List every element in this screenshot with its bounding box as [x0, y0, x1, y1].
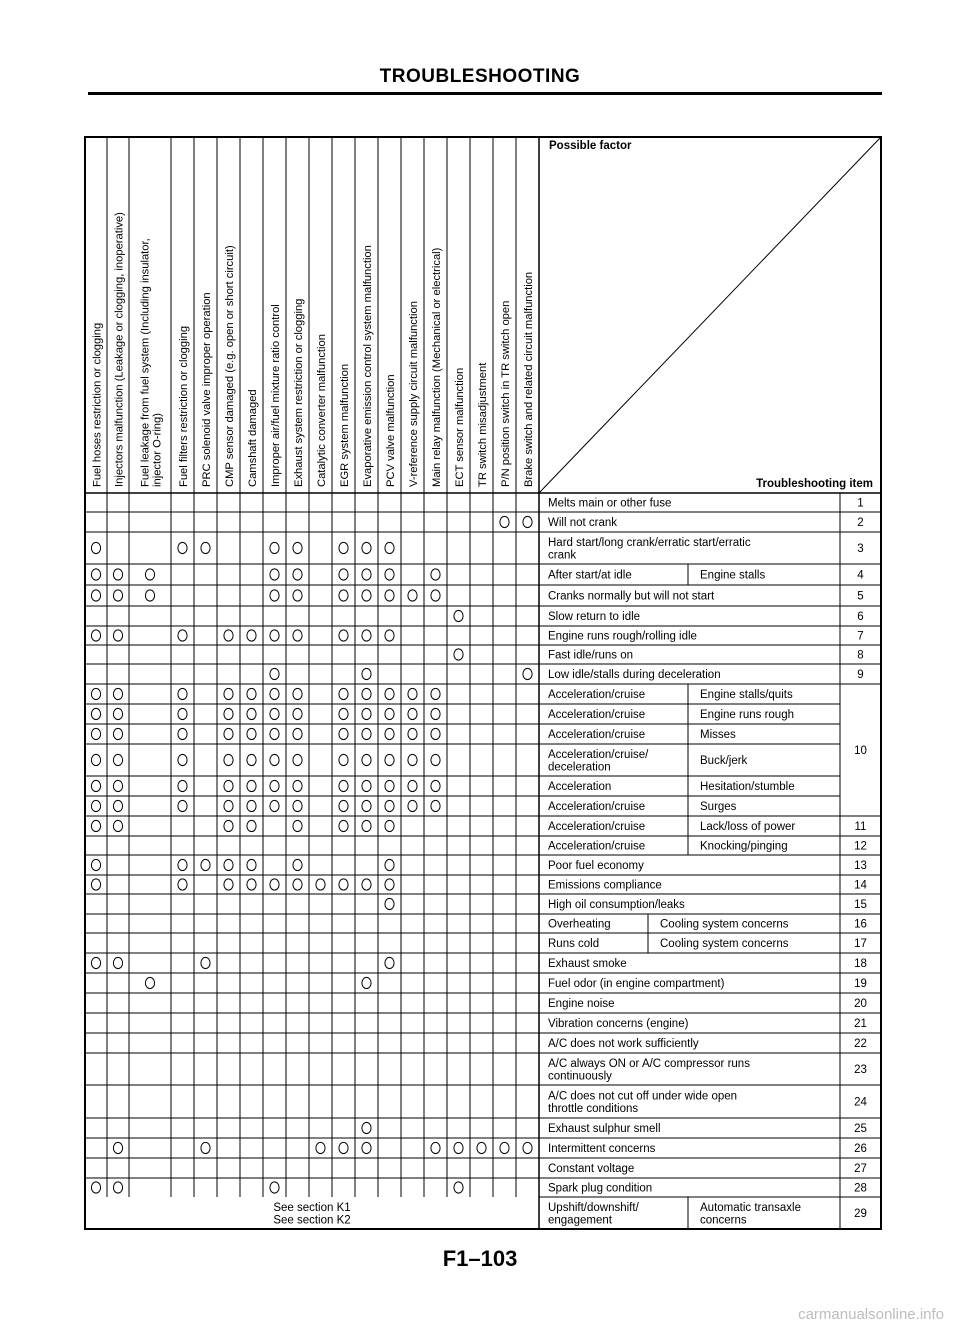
mark-circle — [178, 800, 187, 811]
symptom-label: Constant voltage — [548, 1163, 635, 1175]
mark-circle — [454, 1182, 463, 1193]
item-number: 13 — [854, 860, 867, 872]
factor-label: ECT sensor malfunction — [454, 367, 466, 487]
item-number: 20 — [854, 998, 867, 1010]
mark-circle — [270, 590, 279, 601]
mark-circle — [385, 569, 394, 580]
factor-label: Fuel leakage from fuel system (Including insulator, — [139, 238, 152, 487]
mark-circle — [270, 728, 279, 739]
mark-circle — [91, 754, 100, 765]
item-number: 17 — [854, 938, 867, 950]
mark-circle — [91, 879, 100, 890]
item-number: 16 — [854, 918, 867, 931]
item-number: 14 — [854, 879, 867, 892]
item-number: 6 — [857, 611, 864, 623]
item-number: 4 — [857, 569, 864, 582]
mark-circle — [91, 780, 100, 791]
mark-circle — [178, 754, 187, 765]
symptom-sub-label: Buck/jerk — [700, 755, 748, 767]
symptom-label: After start/at idle — [548, 569, 632, 582]
item-number: 10 — [854, 745, 867, 757]
mark-circle — [293, 780, 302, 791]
item-number: 3 — [857, 543, 864, 555]
mark-circle — [201, 957, 210, 968]
mark-circle — [178, 780, 187, 791]
possible-factor-label: Possible factor — [549, 140, 632, 152]
mark-circle — [91, 630, 100, 641]
item-number: 9 — [857, 669, 864, 681]
factor-label: Main relay malfunction (Mechanical or electrical) — [431, 247, 443, 487]
mark-circle — [293, 800, 302, 811]
mark-circle — [224, 879, 233, 890]
mark-circle — [362, 542, 371, 553]
item-number: 25 — [854, 1123, 867, 1135]
mark-circle — [431, 728, 440, 739]
mark-circle — [454, 649, 463, 660]
symptom-label: Acceleration/cruise — [548, 689, 646, 701]
mark-circle — [91, 1182, 100, 1193]
mark-circle — [431, 688, 440, 699]
mark-circle — [178, 859, 187, 870]
item-number: 8 — [857, 649, 864, 662]
mark-circle — [339, 800, 348, 811]
mark-circle — [431, 800, 440, 811]
symptom-label: deceleration — [548, 761, 611, 774]
mark-circle — [113, 688, 122, 699]
symptom-label: Acceleration/cruise — [548, 801, 646, 813]
mark-circle — [408, 688, 417, 699]
mark-circle — [339, 728, 348, 739]
mark-circle — [431, 754, 440, 765]
symptom-label: Cranks normally but will not start — [548, 590, 715, 603]
symptom-label: Exhaust smoke — [548, 958, 627, 970]
symptom-label: Acceleration — [548, 781, 612, 793]
mark-circle — [385, 800, 394, 811]
factor-label: Injectors malfunction (Leakage or clogging, inoperative) — [113, 212, 126, 487]
mark-circle — [362, 879, 371, 890]
symptom-sub-label: Misses — [700, 729, 736, 741]
item-number: 21 — [854, 1018, 867, 1030]
symptom-label: A/C does not cut off under wide open — [548, 1090, 738, 1103]
mark-circle — [224, 820, 233, 831]
mark-circle — [385, 754, 394, 765]
mark-circle — [113, 780, 122, 791]
mark-circle — [224, 630, 233, 641]
mark-circle — [224, 688, 233, 699]
mark-circle — [293, 630, 302, 641]
mark-circle — [408, 590, 417, 601]
mark-circle — [91, 728, 100, 739]
factor-label: Brake switch and related circuit malfunction — [523, 271, 535, 487]
mark-circle — [91, 859, 100, 870]
mark-circle — [247, 708, 256, 719]
mark-circle — [293, 754, 302, 765]
mark-circle — [247, 800, 256, 811]
symptom-label: Melts main or other fuse — [548, 497, 672, 510]
mark-circle — [270, 542, 279, 553]
mark-circle — [362, 668, 371, 679]
symptom-sub-label: Engine stalls/quits — [700, 689, 793, 701]
symptom-label: Slow return to idle — [548, 611, 641, 623]
mark-circle — [270, 780, 279, 791]
mark-circle — [431, 569, 440, 580]
mark-circle — [178, 630, 187, 641]
mark-circle — [247, 879, 256, 890]
mark-circle — [224, 859, 233, 870]
symptom-sub-label: concerns — [700, 1214, 747, 1227]
symptom-label: crank — [548, 549, 577, 562]
mark-circle — [362, 1142, 371, 1153]
mark-circle — [145, 569, 154, 580]
symptom-label: Acceleration/cruise/ — [548, 748, 649, 761]
factor-label: injector O-ring) — [151, 413, 164, 487]
mark-circle — [270, 754, 279, 765]
mark-circle — [293, 879, 302, 890]
mark-circle — [113, 957, 122, 968]
item-number: 2 — [857, 517, 864, 529]
mark-circle — [113, 820, 122, 831]
symptom-sub-label: Engine stalls — [700, 569, 766, 582]
mark-circle — [385, 630, 394, 641]
mark-circle — [523, 1142, 532, 1153]
symptom-sub-label: Cooling system concerns — [660, 918, 789, 931]
symptom-label: Intermittent concerns — [548, 1143, 656, 1155]
item-number: 7 — [857, 630, 864, 643]
mark-circle — [362, 780, 371, 791]
mark-circle — [316, 879, 325, 890]
mark-circle — [408, 780, 417, 791]
symptom-sub-label: Knocking/pinging — [700, 840, 788, 853]
mark-circle — [178, 728, 187, 739]
mark-circle — [454, 1142, 463, 1153]
factor-label: Improper air/fuel mixture ratio control — [270, 304, 282, 487]
mark-circle — [408, 800, 417, 811]
mark-circle — [316, 1142, 325, 1153]
mark-circle — [431, 1142, 440, 1153]
mark-circle — [293, 542, 302, 553]
symptom-label: High oil consumption/leaks — [548, 899, 685, 911]
item-number: 1 — [857, 497, 864, 510]
item-number: 29 — [854, 1208, 867, 1220]
mark-circle — [113, 708, 122, 719]
symptom-label: A/C always ON or A/C compressor runs — [548, 1057, 750, 1070]
mark-circle — [362, 754, 371, 765]
mark-circle — [362, 708, 371, 719]
factor-label: CMP sensor damaged (e.g. open or short circuit) — [224, 245, 236, 487]
mark-circle — [224, 780, 233, 791]
item-number: 11 — [854, 821, 867, 833]
mark-circle — [362, 728, 371, 739]
mark-circle — [270, 630, 279, 641]
mark-circle — [91, 957, 100, 968]
mark-circle — [247, 728, 256, 739]
mark-circle — [293, 859, 302, 870]
mark-circle — [224, 708, 233, 719]
symptom-sub-label: Automatic transaxle — [700, 1201, 801, 1214]
mark-circle — [270, 879, 279, 890]
symptom-label: Exhaust sulphur smell — [548, 1123, 661, 1135]
mark-circle — [201, 1142, 210, 1153]
symptom-label: Acceleration/cruise — [548, 821, 646, 833]
factor-label: V-reference supply circuit malfunction — [408, 301, 420, 487]
symptom-label: engagement — [548, 1214, 612, 1227]
mark-circle — [178, 879, 187, 890]
factor-label: Exhaust system restriction or clogging — [293, 298, 305, 487]
page-title: TROUBLESHOOTING — [379, 66, 581, 87]
mark-circle — [113, 590, 122, 601]
symptom-label: Poor fuel economy — [548, 860, 644, 872]
mark-circle — [385, 898, 394, 909]
mark-circle — [91, 590, 100, 601]
page-number: F1–103 — [442, 1246, 518, 1271]
symptom-label: Acceleration/cruise — [548, 729, 646, 741]
troubleshooting-item-label: Troubleshooting item — [756, 478, 873, 490]
mark-circle — [339, 590, 348, 601]
mark-circle — [270, 1182, 279, 1193]
mark-circle — [339, 708, 348, 719]
symptom-label: Overheating — [548, 918, 611, 931]
mark-circle — [247, 820, 256, 831]
symptom-label: Low idle/stalls during deceleration — [548, 669, 721, 681]
mark-circle — [270, 708, 279, 719]
symptom-label: Vibration concerns (engine) — [548, 1018, 689, 1030]
mark-circle — [339, 1142, 348, 1153]
mark-circle — [145, 977, 154, 988]
mark-circle — [385, 957, 394, 968]
mark-circle — [523, 516, 532, 527]
diagonal-line — [539, 137, 881, 493]
symptom-label: continuously — [548, 1070, 612, 1083]
item-number: 12 — [854, 840, 867, 853]
watermark: carmanualsonline.info — [798, 1306, 944, 1323]
mark-circle — [362, 569, 371, 580]
mark-circle — [247, 630, 256, 641]
mark-circle — [385, 820, 394, 831]
item-number: 27 — [854, 1163, 867, 1175]
symptom-label: Engine runs rough/rolling idle — [548, 630, 697, 643]
symptom-sub-label: Cooling system concerns — [660, 938, 789, 950]
mark-circle — [385, 590, 394, 601]
mark-circle — [339, 780, 348, 791]
symptom-label: Spark plug condition — [548, 1182, 653, 1195]
symptom-label: throttle conditions — [548, 1102, 639, 1115]
mark-circle — [224, 728, 233, 739]
symptom-sub-label: Hesitation/stumble — [700, 781, 795, 793]
mark-circle — [113, 728, 122, 739]
mark-circle — [385, 708, 394, 719]
mark-circle — [247, 688, 256, 699]
factor-label: Evaporative emission control system malfunction — [362, 245, 374, 487]
item-number: 18 — [854, 958, 867, 970]
mark-circle — [431, 780, 440, 791]
mark-circle — [523, 668, 532, 679]
mark-circle — [339, 879, 348, 890]
mark-circle — [91, 569, 100, 580]
mark-circle — [362, 688, 371, 699]
mark-circle — [270, 688, 279, 699]
mark-circle — [362, 800, 371, 811]
mark-circle — [145, 590, 154, 601]
mark-circle — [270, 668, 279, 679]
factor-label: Camshaft damaged — [247, 389, 259, 487]
mark-circle — [201, 542, 210, 553]
item-number: 22 — [854, 1038, 867, 1050]
mark-circle — [113, 754, 122, 765]
item-number: 23 — [854, 1064, 867, 1076]
symptom-label: Fuel odor (in engine compartment) — [548, 978, 725, 990]
mark-circle — [362, 590, 371, 601]
item-number: 19 — [854, 978, 867, 990]
mark-circle — [178, 688, 187, 699]
item-number: 24 — [854, 1096, 867, 1109]
mark-circle — [293, 569, 302, 580]
see-section-text: See section K1 — [273, 1201, 351, 1214]
factor-label: EGR system malfunction — [339, 363, 351, 487]
mark-circle — [91, 688, 100, 699]
factor-label: Catalytic converter malfunction — [316, 334, 328, 487]
mark-circle — [113, 1142, 122, 1153]
mark-circle — [91, 820, 100, 831]
mark-circle — [113, 630, 122, 641]
mark-circle — [178, 708, 187, 719]
mark-circle — [339, 542, 348, 553]
factor-label: Fuel hoses restriction or clogging — [91, 322, 104, 487]
factor-label: Fuel filters restriction or clogging — [178, 325, 190, 487]
mark-circle — [247, 754, 256, 765]
item-number: 5 — [857, 590, 864, 603]
mark-circle — [201, 859, 210, 870]
mark-circle — [113, 800, 122, 811]
symptom-label: Emissions compliance — [548, 879, 662, 892]
item-number: 15 — [854, 899, 867, 911]
symptom-label: Acceleration/cruise — [548, 709, 646, 721]
mark-circle — [178, 542, 187, 553]
mark-circle — [431, 590, 440, 601]
symptom-label: A/C does not work sufficiently — [548, 1038, 699, 1050]
symptom-label: Acceleration/cruise — [548, 840, 646, 853]
mark-circle — [385, 728, 394, 739]
symptom-label: Hard start/long crank/erratic start/erratic — [548, 536, 751, 549]
symptom-sub-label: Lack/loss of power — [700, 821, 796, 833]
symptom-label: Engine noise — [548, 998, 615, 1010]
mark-circle — [362, 977, 371, 988]
mark-circle — [385, 688, 394, 699]
mark-circle — [113, 569, 122, 580]
mark-circle — [385, 859, 394, 870]
mark-circle — [362, 630, 371, 641]
symptom-label: Fast idle/runs on — [548, 649, 634, 662]
mark-circle — [91, 708, 100, 719]
factor-label: TR switch misadjustment — [477, 362, 489, 487]
symptom-label: Will not crank — [548, 517, 618, 529]
mark-circle — [500, 516, 509, 527]
mark-circle — [91, 542, 100, 553]
mark-circle — [339, 688, 348, 699]
mark-circle — [293, 820, 302, 831]
mark-circle — [408, 754, 417, 765]
mark-circle — [339, 630, 348, 641]
mark-circle — [385, 542, 394, 553]
mark-circle — [454, 610, 463, 621]
mark-circle — [247, 859, 256, 870]
mark-circle — [339, 569, 348, 580]
mark-circle — [293, 728, 302, 739]
mark-circle — [431, 708, 440, 719]
mark-circle — [293, 688, 302, 699]
symptom-label: Runs cold — [548, 938, 600, 950]
symptom-label: Upshift/downshift/ — [548, 1201, 639, 1214]
item-number: 28 — [854, 1182, 867, 1195]
factor-label: PRC solenoid valve improper operation — [201, 292, 213, 487]
mark-circle — [293, 708, 302, 719]
mark-circle — [408, 728, 417, 739]
mark-circle — [270, 800, 279, 811]
mark-circle — [385, 780, 394, 791]
see-section-text: See section K2 — [273, 1214, 351, 1227]
mark-circle — [339, 754, 348, 765]
factor-label: PCV valve malfunction — [385, 374, 397, 487]
mark-circle — [293, 590, 302, 601]
mark-circle — [91, 800, 100, 811]
mark-circle — [247, 780, 256, 791]
mark-circle — [224, 754, 233, 765]
symptom-sub-label: Engine runs rough — [700, 709, 794, 721]
mark-circle — [362, 820, 371, 831]
mark-circle — [270, 569, 279, 580]
mark-circle — [113, 1182, 122, 1193]
item-number: 26 — [854, 1143, 867, 1155]
mark-circle — [339, 820, 348, 831]
mark-circle — [408, 708, 417, 719]
mark-circle — [362, 1122, 371, 1133]
mark-circle — [385, 879, 394, 890]
mark-circle — [477, 1142, 486, 1153]
mark-circle — [500, 1142, 509, 1153]
symptom-sub-label: Surges — [700, 801, 737, 813]
mark-circle — [224, 800, 233, 811]
factor-label: P/N position switch in TR switch open — [500, 300, 512, 487]
